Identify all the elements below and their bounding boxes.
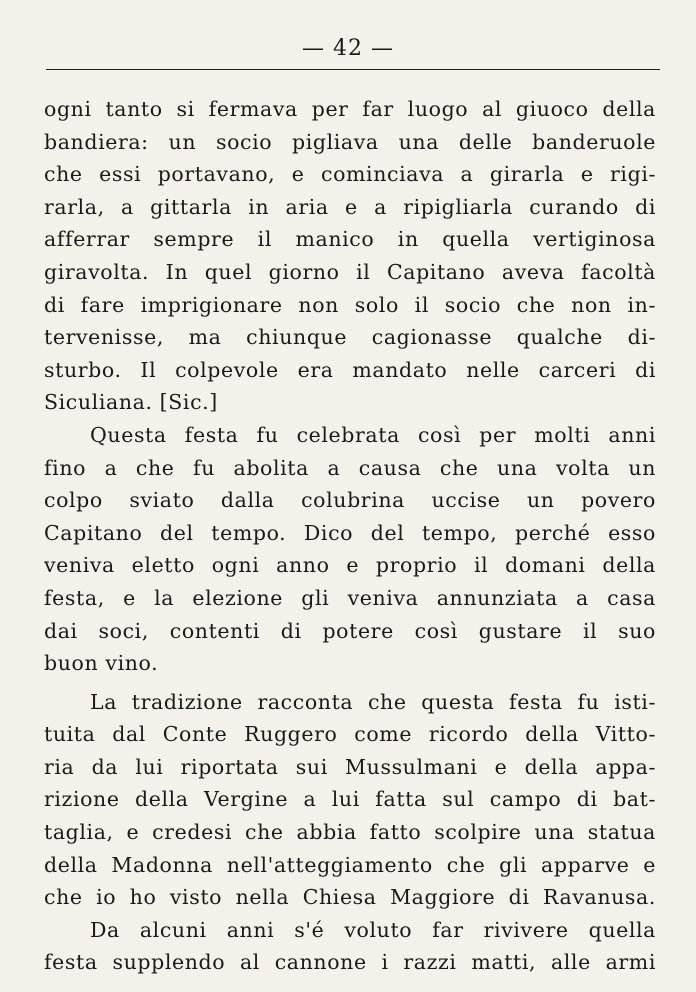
- text-line: Capitano del tempo. Dico del tempo, perché esso: [44, 520, 656, 545]
- text-line: festa, e la elezione gli veniva annunziata a casa: [44, 585, 656, 610]
- paragraph-4: [44, 914, 656, 979]
- text-line: bandiera: un socio pigliava una delle banderuole: [44, 129, 656, 154]
- text-line: sturbo. Il colpevole era mandato nelle carceri di: [44, 357, 656, 382]
- body-text: [44, 93, 656, 979]
- text-line: Siculiana. [Sic.]: [44, 390, 218, 415]
- text-line: afferrar sempre il manico in quella vertiginosa: [44, 227, 656, 252]
- paragraph-3: [44, 686, 656, 914]
- page-number: — 42 —: [302, 36, 394, 61]
- header-rule: [46, 69, 660, 70]
- text-line: tervenisse, ma chiunque cagionasse qualche di-: [44, 325, 656, 350]
- text-line: buon vino.: [44, 651, 159, 676]
- paragraph-1: [44, 93, 656, 419]
- text-line: tuita dal Conte Ruggero come ricordo della Vitto-: [44, 722, 656, 747]
- text-line: taglia, e credesi che abbia fatto scolpire una statua: [44, 820, 656, 845]
- text-line: che io ho visto nella Chiesa Maggiore di Ravanusa.: [44, 885, 656, 910]
- text-line: La tradizione racconta che questa festa fu isti-: [90, 689, 656, 714]
- text-line: giravolta. In quel giorno il Capitano aveva facoltà: [44, 259, 656, 284]
- text-line: rizione della Vergine a lui fatta sul campo di bat-: [44, 787, 656, 812]
- text-line: festa supplendo al cannone i razzi matti, alle armi: [44, 950, 656, 975]
- text-line: ogni tanto si fermava per far luogo al giuoco della: [44, 97, 656, 121]
- text-line: ria da lui riportata sui Mussulmani e della appa-: [44, 754, 656, 779]
- text-line: della Madonna nell'atteggiamento che gli apparve e: [44, 852, 656, 877]
- text-line: Da alcuni anni s'é voluto far rivivere quella: [90, 917, 656, 942]
- text-line: dai soci, contenti di potere così gustare il suo: [44, 618, 656, 643]
- text-line: colpo sviato dalla colubrina uccise un povero: [44, 488, 656, 513]
- text-line: di fare imprigionare non solo il socio che non in-: [44, 292, 656, 317]
- paragraph-2: [44, 419, 656, 680]
- text-line: veniva eletto ogni anno e proprio il domani della: [44, 553, 656, 578]
- text-line: fino a che fu abolita a causa che una volta un: [44, 455, 656, 480]
- text-line: Questa festa fu celebrata così per molti anni: [90, 422, 656, 447]
- text-line: che essi portavano, e cominciava a girarla e rigi-: [44, 162, 656, 187]
- text-line: rarla, a gittarla in aria e a ripigliarla curando di: [44, 194, 656, 219]
